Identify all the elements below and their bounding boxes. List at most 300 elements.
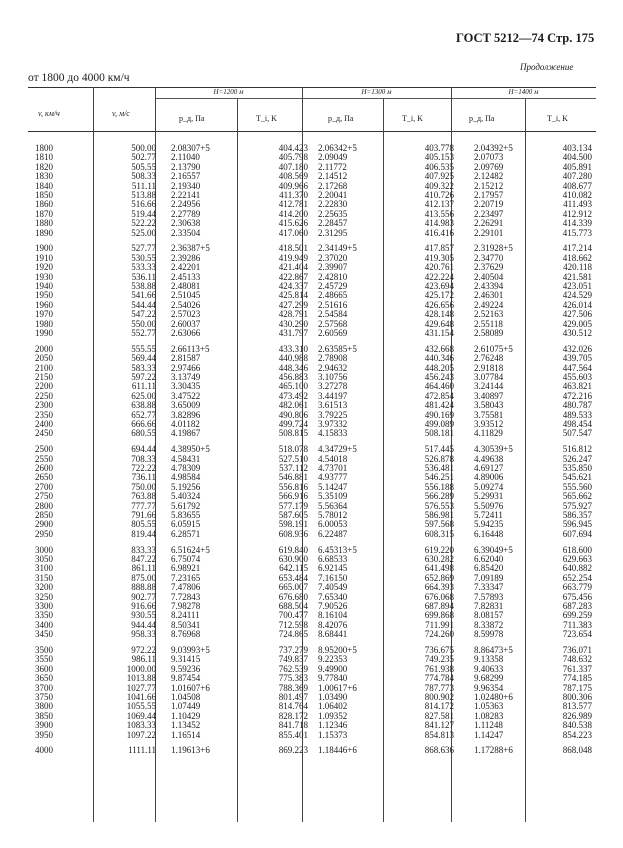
table-row xyxy=(28,172,596,181)
col-header-p-1300: p_д, Па xyxy=(328,114,354,123)
table-cell: 516.66 xyxy=(131,199,156,210)
table-cell: 688.504 xyxy=(278,600,308,611)
table-cell: 448.346 xyxy=(278,362,308,373)
table-cell: 4.73701 xyxy=(318,463,348,473)
table-row xyxy=(28,731,596,740)
table-cell: 1970 xyxy=(35,309,53,320)
table-cell: 480.787 xyxy=(562,400,592,411)
table-cell: 2.22141 xyxy=(171,189,201,200)
table-cell: 749.235 xyxy=(424,654,454,665)
table-row xyxy=(28,273,596,282)
table-cell: 472.854 xyxy=(424,390,454,401)
table-cell: 456.883 xyxy=(278,371,308,382)
col-header-v-kmh: v, км/ч xyxy=(38,109,60,118)
table-cell: 533.33 xyxy=(131,262,156,273)
table-cell: 2.48665 xyxy=(318,290,348,301)
table-cell: 972.22 xyxy=(131,645,156,656)
table-cell: 2.31295 xyxy=(318,227,348,238)
table-cell: 1.07449 xyxy=(171,701,201,712)
table-cell: 4.11829 xyxy=(474,428,503,439)
table-cell: 1097.22 xyxy=(126,729,156,740)
table-cell: 8.76968 xyxy=(171,629,201,640)
table-cell: 2.34770 xyxy=(474,252,504,263)
table-cell: 429.648 xyxy=(424,318,454,329)
table-cell: 2400 xyxy=(35,418,53,429)
table-cell: 4.38950+5 xyxy=(171,444,210,455)
table-cell: 505.55 xyxy=(131,161,156,172)
table-cell: 417.214 xyxy=(562,243,592,254)
table-cell: 431.154 xyxy=(424,327,454,338)
table-cell: 3.58043 xyxy=(474,400,504,411)
table-cell: 888.88 xyxy=(131,582,156,593)
table-cell: 2.17268 xyxy=(318,180,348,191)
table-row xyxy=(28,144,596,153)
table-cell: 2.91818 xyxy=(474,362,504,373)
table-cell: 2.34149+5 xyxy=(318,243,357,254)
table-cell: 519.44 xyxy=(131,208,156,219)
table-cell: 800.902 xyxy=(424,691,454,702)
table-cell: 3.79225 xyxy=(318,409,348,420)
table-cell: 2.22830 xyxy=(318,199,348,210)
table-cell: 1.12346 xyxy=(318,720,348,731)
table-row xyxy=(28,511,596,520)
table-cell: 1930 xyxy=(35,271,53,282)
table-cell: 2.27789 xyxy=(171,208,201,219)
table-cell: 2750 xyxy=(35,491,53,502)
table-row xyxy=(28,373,596,382)
table-cell: 575.927 xyxy=(562,500,592,511)
table-cell: 426.014 xyxy=(562,299,592,310)
table-cell: 1870 xyxy=(35,208,53,219)
table-cell: 405.891 xyxy=(562,161,592,172)
table-cell: 416.416 xyxy=(424,227,454,238)
header-bottom-rule xyxy=(28,131,596,132)
table-row xyxy=(28,163,596,172)
table-cell: 2.57023 xyxy=(171,309,201,320)
table-cell: 3.44197 xyxy=(318,390,348,401)
table-cell: 587.605 xyxy=(278,509,308,520)
table-cell: 1940 xyxy=(35,280,53,291)
table-cell: 408.677 xyxy=(562,180,592,191)
table-cell: 417.857 xyxy=(424,243,454,254)
table-cell: 1111.11 xyxy=(128,745,156,756)
table-cell: 2.37020 xyxy=(318,252,348,263)
table-cell: 3150 xyxy=(35,572,53,583)
table-cell: 481.424 xyxy=(424,400,454,411)
table-cell: 761.337 xyxy=(562,663,592,674)
table-row xyxy=(28,702,596,711)
table-cell: 403.134 xyxy=(562,143,592,153)
table-cell: 3.61513 xyxy=(318,400,348,411)
table-cell: 1900 xyxy=(35,243,53,254)
row-block xyxy=(28,445,596,539)
table-cell: 736.071 xyxy=(562,645,592,656)
table-cell: 619.840 xyxy=(278,544,308,555)
table-cell: 6.98921 xyxy=(171,563,201,574)
table-cell: 675.456 xyxy=(562,591,592,602)
table-cell: 1.01607+6 xyxy=(171,682,210,693)
table-cell: 448.205 xyxy=(424,362,454,373)
table-cell: 642.115 xyxy=(279,563,308,574)
table-cell: 536.481 xyxy=(424,463,454,473)
page-header: ГОСТ 5212—74 Стр. 175 xyxy=(456,31,595,45)
table-cell: 2.94632 xyxy=(318,362,348,373)
table-cell: 418.501 xyxy=(278,243,308,254)
table-row xyxy=(28,329,596,338)
table-cell: 482.061 xyxy=(278,400,308,411)
table-row xyxy=(28,200,596,209)
table-row xyxy=(28,746,596,755)
table-cell: 538.88 xyxy=(131,280,156,291)
table-row xyxy=(28,721,596,730)
table-cell: 412.137 xyxy=(424,199,454,210)
row-block xyxy=(28,144,596,238)
table-cell: 663.779 xyxy=(562,582,592,593)
table-cell: 1880 xyxy=(35,218,53,229)
table-row xyxy=(28,546,596,555)
table-cell: 841.718 xyxy=(278,720,308,731)
table-cell: 5.94235 xyxy=(474,519,504,530)
table-cell: 1083.33 xyxy=(126,720,156,731)
table-cell: 5.19256 xyxy=(171,481,201,492)
table-cell: 3300 xyxy=(35,600,53,611)
table-cell: 1.11248 xyxy=(474,720,503,731)
table-cell: 2.43394 xyxy=(474,280,504,291)
table-cell: 3400 xyxy=(35,619,53,630)
table-cell: 555.560 xyxy=(562,481,592,492)
table-cell: 1810 xyxy=(35,152,53,163)
col-header-p-1200: p_д, Па xyxy=(179,114,205,123)
table-row xyxy=(28,153,596,162)
table-cell: 930.55 xyxy=(131,610,156,621)
table-cell: 6.05915 xyxy=(171,519,201,530)
table-cell: 2.28457 xyxy=(318,218,348,229)
table-cell: 608.936 xyxy=(278,528,308,539)
group-header-rule xyxy=(155,98,596,99)
table-cell: 415.773 xyxy=(562,227,592,238)
table-cell: 2.37629 xyxy=(474,262,504,273)
table-cell: 427.506 xyxy=(562,309,592,320)
table-cell: 577.179 xyxy=(278,500,308,511)
table-cell: 408.569 xyxy=(278,171,308,182)
table-cell: 7.09189 xyxy=(474,572,504,583)
table-cell: 547.22 xyxy=(131,309,156,320)
table-cell: 535.850 xyxy=(562,463,592,473)
table-cell: 5.72411 xyxy=(474,509,503,520)
table-row xyxy=(28,593,596,602)
table-cell: 414.200 xyxy=(278,208,308,219)
table-cell: 640.882 xyxy=(562,563,592,574)
table-cell: 7.40549 xyxy=(318,582,348,593)
table-cell: 814.172 xyxy=(424,701,454,712)
table-cell: 3100 xyxy=(35,563,53,574)
table-row xyxy=(28,611,596,620)
table-cell: 4.49638 xyxy=(474,453,504,464)
table-cell: 3.13749 xyxy=(171,371,201,382)
table-cell: 4.98584 xyxy=(171,472,201,483)
table-cell: 420.761 xyxy=(424,262,454,273)
table-cell: 565.662 xyxy=(562,491,592,502)
table-cell: 2650 xyxy=(35,472,53,483)
table-cell: 424.337 xyxy=(278,280,308,291)
table-cell: 1.06402 xyxy=(318,701,348,712)
table-cell: 422.224 xyxy=(424,271,454,282)
table-row xyxy=(28,401,596,410)
table-cell: 2.13790 xyxy=(171,161,201,172)
table-row xyxy=(28,445,596,454)
table-cell: 7.33347 xyxy=(474,582,504,593)
table-cell: 597.568 xyxy=(424,519,454,530)
table-cell: 2550 xyxy=(35,453,53,464)
table-cell: 2.39907 xyxy=(318,262,348,273)
continuation-label: Продолжение xyxy=(520,62,574,72)
table-cell: 8.08157 xyxy=(474,610,504,621)
table-cell: 748.632 xyxy=(562,654,592,665)
table-cell: 1.15373 xyxy=(318,729,348,740)
table-cell: 3.24144 xyxy=(474,381,504,392)
table-cell: 3850 xyxy=(35,710,53,721)
table-cell: 2.61075+5 xyxy=(474,343,513,354)
table-cell: 664.393 xyxy=(424,582,454,593)
table-row xyxy=(28,583,596,592)
table-cell: 1820 xyxy=(35,161,53,172)
table-cell: 652.254 xyxy=(562,572,592,583)
table-cell: 403.778 xyxy=(424,143,454,153)
table-cell: 516.812 xyxy=(562,444,592,455)
table-cell: 711.383 xyxy=(563,619,592,630)
table-cell: 1.10429 xyxy=(171,710,201,721)
table-cell: 569.44 xyxy=(131,353,156,364)
table-row xyxy=(28,621,596,630)
table-cell: 2.24956 xyxy=(171,199,201,210)
table-cell: 944.44 xyxy=(131,619,156,630)
table-cell: 4.78309 xyxy=(171,463,201,473)
table-cell: 4.58431 xyxy=(171,453,201,464)
table-cell: 583.33 xyxy=(131,362,156,373)
table-cell: 2.45133 xyxy=(171,271,201,282)
table-row xyxy=(28,712,596,721)
table-cell: 774.185 xyxy=(562,673,592,684)
table-cell: 833.33 xyxy=(131,544,156,555)
table-cell: 517.445 xyxy=(424,444,454,455)
table-row xyxy=(28,655,596,664)
table-row xyxy=(28,392,596,401)
table-cell: 1069.44 xyxy=(126,710,156,721)
table-cell: 819.44 xyxy=(131,528,156,539)
table-cell: 2.63585+5 xyxy=(318,343,357,354)
table-row xyxy=(28,191,596,200)
table-cell: 2150 xyxy=(35,371,53,382)
table-cell: 5.50976 xyxy=(474,500,504,511)
table-cell: 6.68533 xyxy=(318,554,348,565)
table-cell: 2850 xyxy=(35,509,53,520)
table-cell: 412.912 xyxy=(562,208,592,219)
table-cell: 552.77 xyxy=(131,327,156,338)
table-cell: 7.16150 xyxy=(318,572,348,583)
table-cell: 2.55118 xyxy=(474,318,503,329)
table-cell: 576.553 xyxy=(424,500,454,511)
table-cell: 3.30435 xyxy=(171,381,201,392)
table-cell: 8.42076 xyxy=(318,619,348,630)
table-cell: 5.35109 xyxy=(318,491,348,502)
table-cell: 422.867 xyxy=(278,271,308,282)
table-cell: 508.33 xyxy=(131,171,156,182)
table-cell: 3.82896 xyxy=(171,409,201,420)
table-cell: 527.510 xyxy=(278,453,308,464)
table-cell: 2.20041 xyxy=(318,189,348,200)
table-cell: 1.19613+6 xyxy=(171,745,210,756)
table-cell: 787.175 xyxy=(562,682,592,693)
table-cell: 423.051 xyxy=(562,280,592,291)
table-cell: 814.764 xyxy=(278,701,308,712)
table-cell: 9.68299 xyxy=(474,673,504,684)
table-cell: 958.33 xyxy=(131,629,156,640)
table-cell: 712.598 xyxy=(278,619,308,630)
table-cell: 530.55 xyxy=(131,252,156,263)
table-cell: 2.19340 xyxy=(171,180,201,191)
table-cell: 473.492 xyxy=(278,390,308,401)
table-cell: 586.981 xyxy=(424,509,454,520)
table-row xyxy=(28,646,596,655)
table-cell: 423.694 xyxy=(424,280,454,291)
table-cell: 3.97332 xyxy=(318,418,348,429)
table-cell: 597.22 xyxy=(131,371,156,382)
table-cell: 2.40504 xyxy=(474,271,504,282)
group-header-1300: H=1300 м xyxy=(361,88,392,96)
table-row xyxy=(28,310,596,319)
table-cell: 641.498 xyxy=(424,563,454,574)
table-cell: 2.20719 xyxy=(474,199,504,210)
table-cell: 424.529 xyxy=(562,290,592,301)
table-cell: 527.77 xyxy=(131,243,156,254)
table-cell: 2250 xyxy=(35,390,53,401)
table-cell: 1.17288+6 xyxy=(474,745,513,756)
table-cell: 1041.66 xyxy=(126,691,156,702)
table-cell: 1840 xyxy=(35,180,53,191)
table-cell: 630.282 xyxy=(424,554,454,565)
table-cell: 8.33872 xyxy=(474,619,504,630)
table-cell: 8.68441 xyxy=(318,629,348,640)
table-cell: 4.34729+5 xyxy=(318,444,357,455)
table-cell: 429.005 xyxy=(562,318,592,329)
table-cell: 9.31415 xyxy=(171,654,201,665)
table-cell: 430.290 xyxy=(278,318,308,329)
table-cell: 2.04392+5 xyxy=(474,143,513,153)
table-cell: 762.539 xyxy=(278,663,308,674)
table-cell: 687.894 xyxy=(424,600,454,611)
table-cell: 526.247 xyxy=(562,453,592,464)
table-cell: 2.25635 xyxy=(318,208,348,219)
table-cell: 432.668 xyxy=(424,343,454,354)
table-cell: 3550 xyxy=(35,654,53,665)
table-cell: 513.88 xyxy=(131,189,156,200)
table-cell: 556.816 xyxy=(278,481,308,492)
table-cell: 1.18446+6 xyxy=(318,745,357,756)
table-cell: 3600 xyxy=(35,663,53,674)
table-cell: 699.259 xyxy=(562,610,592,621)
table-cell: 8.86473+5 xyxy=(474,645,513,656)
table-cell: 619.220 xyxy=(424,544,454,555)
table-cell: 425.172 xyxy=(424,290,454,301)
table-cell: 2.54584 xyxy=(318,309,348,320)
table-cell: 2.16557 xyxy=(171,171,201,182)
table-cell: 1920 xyxy=(35,262,53,273)
table-cell: 525.00 xyxy=(131,227,156,238)
table-cell: 7.72843 xyxy=(171,591,201,602)
table-cell: 550.00 xyxy=(131,318,156,329)
table-cell: 1990 xyxy=(35,327,53,338)
table-cell: 7.57893 xyxy=(474,591,504,602)
table-cell: 6.00053 xyxy=(318,519,348,530)
table-cell: 652.77 xyxy=(131,409,156,420)
col-header-t-1200: T_i, K xyxy=(256,114,277,123)
table-cell: 763.88 xyxy=(131,491,156,502)
table-cell: 502.77 xyxy=(131,152,156,163)
table-cell: 407.180 xyxy=(278,161,308,172)
row-block xyxy=(28,345,596,439)
table-cell: 447.564 xyxy=(562,362,592,373)
table-row xyxy=(28,320,596,329)
table-cell: 8.95200+5 xyxy=(318,645,357,656)
table-cell: 3450 xyxy=(35,629,53,640)
table-cell: 2.23497 xyxy=(474,208,504,219)
table-cell: 489.533 xyxy=(562,409,592,420)
table-cell: 4.15833 xyxy=(318,428,348,439)
table-cell: 456.243 xyxy=(424,371,454,382)
table-cell: 566.289 xyxy=(424,491,454,502)
table-row xyxy=(28,502,596,511)
table-cell: 7.23165 xyxy=(171,572,201,583)
table-cell: 805.55 xyxy=(131,519,156,530)
table-cell: 8.59978 xyxy=(474,629,504,640)
table-cell: 788.369 xyxy=(278,682,308,693)
table-cell: 611.11 xyxy=(131,381,156,392)
table-cell: 407.280 xyxy=(562,171,592,182)
table-cell: 2.45729 xyxy=(318,280,348,291)
table-cell: 2950 xyxy=(35,528,53,539)
col-header-t-1300: T_i, K xyxy=(402,114,423,123)
table-cell: 711.991 xyxy=(425,619,454,630)
table-cell: 405.798 xyxy=(278,152,308,163)
table-cell: 5.61792 xyxy=(171,500,201,511)
table-cell: 414.983 xyxy=(424,218,454,229)
table-cell: 3.65009 xyxy=(171,400,201,411)
table-cell: 652.869 xyxy=(424,572,454,583)
table-cell: 6.45313+5 xyxy=(318,544,357,555)
table-cell: 2500 xyxy=(35,444,53,455)
table-cell: 526.878 xyxy=(424,453,454,464)
table-cell: 869.223 xyxy=(278,745,308,756)
table-cell: 2.39286 xyxy=(171,252,201,263)
table-cell: 775.383 xyxy=(278,673,308,684)
table-row xyxy=(28,364,596,373)
table-cell: 1.09352 xyxy=(318,710,348,721)
row-block xyxy=(28,746,596,755)
table-row xyxy=(28,354,596,363)
table-cell: 2.17957 xyxy=(474,189,504,200)
table-cell: 2350 xyxy=(35,409,53,420)
table-cell: 425.814 xyxy=(278,290,308,301)
table-cell: 410.726 xyxy=(424,189,454,200)
table-cell: 2.51616 xyxy=(318,299,348,310)
table-cell: 2.14512 xyxy=(318,171,348,182)
table-row xyxy=(28,382,596,391)
table-cell: 608.315 xyxy=(424,528,454,539)
table-cell: 2.30638 xyxy=(171,218,201,229)
table-cell: 2.58089 xyxy=(474,327,504,338)
group-header-1200: H=1200 м xyxy=(213,88,244,96)
table-cell: 440.988 xyxy=(278,353,308,364)
